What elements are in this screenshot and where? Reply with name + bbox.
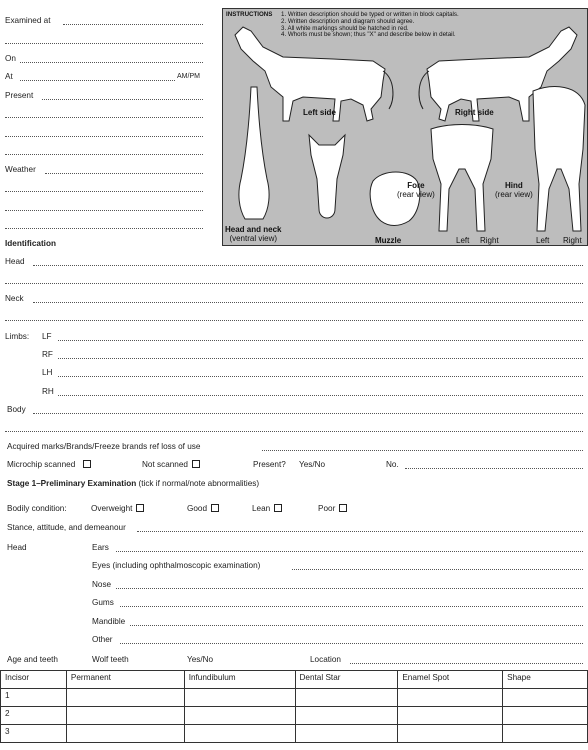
microchip-scanned-checkbox[interactable] [83, 460, 91, 468]
stance-field[interactable] [137, 531, 583, 532]
table-cell[interactable] [184, 689, 295, 707]
wolf-teeth-yes-no[interactable]: Yes/No [187, 655, 214, 664]
table-cell[interactable] [398, 689, 503, 707]
limb-rf-label: RF [42, 350, 53, 359]
limb-lh-field[interactable] [58, 376, 583, 377]
stage1-subtitle: (tick if normal/note abnormalities) [138, 479, 260, 488]
bodily-condition-label: Bodily condition: [7, 504, 67, 513]
head-neck-title: Head and neck [225, 225, 282, 234]
table-cell[interactable] [66, 689, 184, 707]
hind-legs-rear-view-outline [533, 87, 585, 231]
poor-checkbox[interactable] [339, 504, 347, 512]
dental-table-header-row [1, 671, 588, 689]
incisor-1-label: 1 [1, 689, 67, 707]
chip-number-field[interactable] [405, 468, 583, 469]
table-cell[interactable] [295, 725, 398, 743]
gums-field[interactable] [120, 606, 583, 607]
col-incisor: Incisor [1, 671, 67, 689]
limbs-label: Limbs: [5, 332, 30, 341]
at-label: At [5, 72, 13, 81]
incisor-3-label: 3 [1, 725, 67, 743]
head-label: Head [5, 257, 25, 266]
body-field[interactable] [33, 413, 583, 414]
table-cell[interactable] [503, 707, 588, 725]
fore-label [397, 181, 435, 199]
head-front-outline [309, 135, 345, 218]
table-cell[interactable] [503, 725, 588, 743]
head-field[interactable] [33, 265, 583, 266]
muzzle-label: Muzzle [375, 236, 402, 245]
examined-at-field[interactable] [63, 24, 203, 25]
mandible-field[interactable] [130, 625, 583, 626]
ears-field[interactable] [116, 551, 583, 552]
weather-label: Weather [5, 165, 36, 174]
hind-title: Hind [505, 181, 523, 190]
not-scanned-text: Not scanned [142, 460, 188, 469]
body-field-2[interactable] [5, 431, 583, 432]
fore-legs-rear-view-outline [431, 125, 493, 232]
lean-option[interactable] [252, 504, 282, 513]
stance-label: Stance, attitude, and demeanour [7, 523, 126, 532]
col-shape: Shape [503, 671, 588, 689]
weather-field[interactable] [45, 173, 203, 174]
col-infundibulum: Infundibulum [184, 671, 295, 689]
instruction-1: 1. Written description should be typed or written in block capitals. [281, 11, 459, 18]
instructions-label: INSTRUCTIONS [226, 11, 273, 18]
good-checkbox[interactable] [211, 504, 219, 512]
limb-rh-label: RH [42, 387, 54, 396]
ventral-view-label: (ventral view) [229, 234, 278, 243]
stage1-head-label: Head [7, 543, 27, 552]
left-side-horse-tail [383, 71, 393, 109]
eyes-field[interactable] [292, 569, 583, 570]
present-question-label: Present? [253, 460, 286, 469]
identification-title: Identification [5, 239, 56, 248]
col-enamel-spot: Enamel Spot [398, 671, 503, 689]
incisor-2-label: 2 [1, 707, 67, 725]
present-yes-no[interactable]: Yes/No [299, 460, 326, 469]
right-side-label: Right side [455, 108, 494, 117]
left-side-label: Left side [303, 108, 336, 117]
other-label: Other [92, 635, 113, 644]
table-cell[interactable] [295, 689, 398, 707]
table-row [1, 725, 588, 743]
overweight-option[interactable] [91, 504, 144, 513]
microchip-scanned-label [7, 460, 91, 469]
table-cell[interactable] [184, 725, 295, 743]
mandible-label: Mandible [92, 617, 126, 626]
weather-field-2[interactable] [5, 191, 203, 192]
lean-text: Lean [252, 504, 271, 513]
eyes-label: Eyes (including ophthalmoscopic examination) [92, 561, 261, 570]
overweight-text: Overweight [91, 504, 133, 513]
chip-number-label: No. [386, 460, 399, 469]
neck-field-2[interactable] [5, 320, 583, 321]
fore-right-label: Right [480, 236, 499, 245]
table-row [1, 707, 588, 725]
table-cell[interactable] [503, 689, 588, 707]
location-field[interactable] [350, 663, 583, 664]
limb-lf-field[interactable] [58, 340, 583, 341]
col-permanent: Permanent [66, 671, 184, 689]
limb-rh-field[interactable] [58, 395, 583, 396]
fore-left-label: Left [456, 236, 470, 245]
instruction-3: 3. All white markings should be hatched in red. [281, 24, 409, 32]
weather-field-3[interactable] [5, 210, 203, 211]
hind-label [495, 181, 533, 199]
table-cell[interactable] [398, 707, 503, 725]
horse-outlines [223, 9, 588, 247]
on-field[interactable] [20, 62, 203, 63]
present-field[interactable] [42, 99, 203, 100]
limb-rf-field[interactable] [58, 358, 583, 359]
poor-text: Poor [318, 504, 336, 513]
good-text: Good [187, 504, 208, 513]
stage1-heading [7, 479, 259, 488]
table-cell[interactable] [66, 725, 184, 743]
nose-field[interactable] [116, 588, 583, 589]
present-field-4[interactable] [5, 154, 203, 155]
other-field[interactable] [120, 643, 583, 644]
weather-field-4[interactable] [5, 228, 203, 229]
table-row [1, 689, 588, 707]
not-scanned-label [142, 460, 200, 469]
hind-right-label: Right [563, 236, 582, 245]
wolf-teeth-label: Wolf teeth [92, 655, 129, 664]
right-side-horse-tail [419, 71, 429, 109]
acquired-marks-label: Acquired marks/Brands/Freeze brands ref loss of use [7, 442, 201, 451]
col-dental-star: Dental Star [295, 671, 398, 689]
head-field-2[interactable] [5, 283, 583, 284]
nose-label: Nose [92, 580, 112, 589]
dental-table [0, 670, 588, 743]
gums-label: Gums [92, 598, 114, 607]
not-scanned-checkbox[interactable] [192, 460, 200, 468]
neck-label: Neck [5, 294, 24, 303]
instruction-2: 2. Written description and diagram should agree. [281, 17, 415, 25]
head-neck-label [225, 225, 281, 243]
at-field[interactable] [20, 80, 175, 81]
instruction-4: 4. Whorls must be shown; thus "X" and describe below in detail. [281, 31, 456, 39]
poor-option[interactable] [318, 504, 347, 513]
microchip-scanned-text: Microchip scanned [7, 460, 76, 469]
present-field-2[interactable] [5, 117, 203, 118]
present-label: Present [5, 91, 34, 100]
horse-markings-diagram [222, 8, 588, 246]
overweight-checkbox[interactable] [136, 504, 144, 512]
table-cell[interactable] [66, 707, 184, 725]
lean-checkbox[interactable] [274, 504, 282, 512]
body-label: Body [7, 405, 26, 414]
head-neck-ventral-outline [239, 87, 269, 219]
table-cell[interactable] [184, 707, 295, 725]
fore-title: Fore [407, 181, 425, 190]
examined-at-field-2[interactable] [5, 43, 203, 44]
table-cell[interactable] [295, 707, 398, 725]
acquired-marks-field[interactable] [262, 450, 583, 451]
hind-left-label: Left [536, 236, 550, 245]
am-pm-label: AM/PM [177, 73, 200, 80]
examined-at-label: Examined at [5, 16, 51, 25]
stage1-title: Stage 1–Preliminary Examination [7, 479, 137, 488]
limb-lh-label: LH [42, 368, 53, 377]
ears-label: Ears [92, 543, 109, 552]
on-label: On [5, 54, 16, 63]
good-option[interactable] [187, 504, 219, 513]
fore-view-label: (rear view) [397, 190, 435, 199]
table-cell[interactable] [398, 725, 503, 743]
neck-field[interactable] [33, 302, 583, 303]
age-teeth-label: Age and teeth [7, 655, 58, 664]
hind-view-label: (rear view) [495, 190, 533, 199]
present-field-3[interactable] [5, 136, 203, 137]
location-label: Location [310, 655, 341, 664]
limb-lf-label: LF [42, 332, 52, 341]
